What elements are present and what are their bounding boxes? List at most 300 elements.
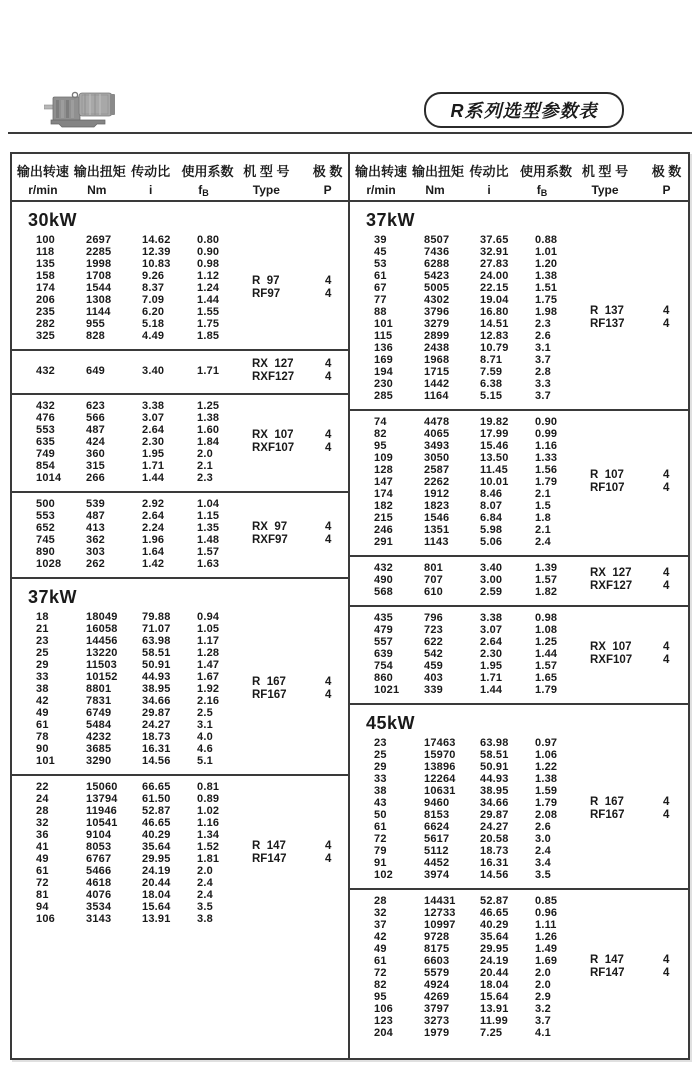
cell-ratio: 61.50 (142, 793, 171, 805)
cell-output-speed: 74 (374, 416, 387, 428)
cell-ratio: 38.95 (142, 683, 171, 695)
cell-service-factor: 1.55 (197, 306, 220, 318)
data-row (36, 889, 348, 901)
cell-ratio: 24.00 (480, 270, 509, 282)
poles-value: 4 (663, 318, 670, 330)
data-row (36, 805, 348, 817)
cell-service-factor: 1.79 (535, 797, 558, 809)
cell-service-factor: 2.5 (197, 707, 213, 719)
cell-service-factor: 1.25 (197, 400, 220, 412)
cell-output-speed: 1028 (36, 558, 62, 570)
cell-service-factor: 3.5 (197, 901, 213, 913)
section-body (350, 562, 688, 598)
data-row (36, 623, 348, 635)
cell-output-speed: 860 (374, 672, 393, 684)
cell-ratio: 27.83 (480, 258, 509, 270)
cell-service-factor: 1.84 (197, 436, 220, 448)
cell-ratio: 32.91 (480, 246, 509, 258)
cell-output-torque: 4618 (86, 877, 112, 889)
cell-ratio: 3.38 (480, 612, 503, 624)
cell-output-speed: 194 (374, 366, 393, 378)
cell-service-factor: 0.88 (535, 234, 558, 246)
type-label: RXF127 (590, 580, 633, 592)
cell-ratio: 44.93 (142, 671, 171, 683)
cell-output-torque: 3290 (86, 755, 112, 767)
cell-service-factor: 0.90 (535, 416, 558, 428)
cell-output-speed: 432 (36, 365, 55, 377)
cell-output-torque: 1912 (424, 488, 450, 500)
cell-ratio: 6.84 (480, 512, 503, 524)
cell-output-speed: 206 (36, 294, 55, 306)
type-poles-box (590, 469, 669, 495)
cell-output-torque: 610 (424, 586, 443, 598)
cell-output-torque: 14431 (424, 895, 456, 907)
data-row (36, 400, 348, 412)
data-row (374, 919, 688, 931)
data-row (374, 672, 688, 684)
type-label: RF97 (252, 288, 281, 300)
cell-output-torque: 623 (86, 400, 105, 412)
cell-ratio: 3.07 (480, 624, 503, 636)
cell-output-speed: 61 (374, 821, 387, 833)
cell-output-speed: 500 (36, 498, 55, 510)
header-col-type: 机 型 号 Type (243, 164, 290, 197)
data-row (374, 749, 688, 761)
rows-grid (36, 365, 252, 377)
header-col-speed: 输出转速 r/min (354, 164, 407, 197)
cell-ratio: 35.64 (480, 931, 509, 943)
cell-service-factor: 1.57 (535, 660, 558, 672)
cell-output-torque: 413 (86, 522, 105, 534)
cell-ratio: 50.91 (480, 761, 509, 773)
header-col-speed: 输出转速 r/min (16, 164, 69, 197)
cell-output-torque: 459 (424, 660, 443, 672)
data-row (36, 258, 348, 270)
cell-output-torque: 4076 (86, 889, 112, 901)
cell-service-factor: 1.67 (197, 671, 220, 683)
cell-service-factor: 1.98 (535, 306, 558, 318)
cell-service-factor: 0.85 (535, 895, 558, 907)
data-row (36, 412, 348, 424)
cell-ratio: 6.20 (142, 306, 165, 318)
data-row (374, 857, 688, 869)
section-body (12, 498, 348, 570)
cell-service-factor: 1.56 (535, 464, 558, 476)
cell-output-torque: 8507 (424, 234, 450, 246)
cell-output-speed: 745 (36, 534, 55, 546)
cell-output-speed: 38 (36, 683, 49, 695)
data-row (36, 306, 348, 318)
cell-ratio: 8.46 (480, 488, 503, 500)
cell-output-torque: 2262 (424, 476, 450, 488)
cell-service-factor: 2.3 (197, 472, 213, 484)
cell-service-factor: 2.16 (197, 695, 220, 707)
cell-output-speed: 49 (36, 853, 49, 865)
cell-service-factor: 1.12 (197, 270, 220, 282)
cell-service-factor: 1.82 (535, 586, 558, 598)
cell-output-speed: 109 (374, 452, 393, 464)
cell-output-torque: 487 (86, 510, 105, 522)
cell-ratio: 13.91 (480, 1003, 509, 1015)
cell-output-torque: 262 (86, 558, 105, 570)
cell-service-factor: 1.48 (197, 534, 220, 546)
data-row (374, 416, 688, 428)
poles-value: 4 (325, 689, 332, 701)
cell-service-factor: 1.52 (197, 841, 220, 853)
type-label: RF167 (252, 689, 287, 701)
cell-output-torque: 5617 (424, 833, 450, 845)
cell-service-factor: 2.4 (535, 536, 551, 548)
page-title: R系列选型参数表 (450, 101, 598, 121)
cell-output-torque: 6624 (424, 821, 450, 833)
cell-ratio: 29.95 (142, 853, 171, 865)
data-row (36, 460, 348, 472)
cell-output-speed: 118 (36, 246, 55, 258)
cell-output-torque: 3796 (424, 306, 450, 318)
type-label: R 137 (590, 305, 624, 317)
data-row (374, 684, 688, 696)
cell-output-speed: 557 (374, 636, 393, 648)
cell-output-speed: 174 (374, 488, 393, 500)
cell-output-speed: 568 (374, 586, 393, 598)
type-poles-box (590, 305, 669, 331)
type-poles-box (252, 521, 331, 547)
type-poles-box (590, 954, 669, 980)
cell-output-torque: 487 (86, 424, 105, 436)
cell-ratio: 1.44 (480, 684, 503, 696)
cell-service-factor: 1.22 (535, 761, 558, 773)
cell-ratio: 19.04 (480, 294, 509, 306)
cell-output-speed: 29 (36, 659, 49, 671)
cell-service-factor: 1.65 (535, 672, 558, 684)
data-row (374, 991, 688, 1003)
cell-output-torque: 362 (86, 534, 105, 546)
cell-ratio: 1.71 (480, 672, 503, 684)
cell-ratio: 2.64 (142, 424, 165, 436)
cell-ratio: 37.65 (480, 234, 509, 246)
cell-output-speed: 479 (374, 624, 393, 636)
cell-service-factor: 1.81 (197, 853, 220, 865)
cell-ratio: 12.39 (142, 246, 171, 258)
cell-ratio: 7.09 (142, 294, 165, 306)
cell-output-torque: 1164 (424, 390, 449, 402)
data-row (374, 440, 688, 452)
cell-service-factor: 1.17 (197, 635, 220, 647)
cell-ratio: 22.15 (480, 282, 509, 294)
cell-service-factor: 1.60 (197, 424, 220, 436)
cell-output-torque: 4924 (424, 979, 450, 991)
cell-ratio: 20.44 (480, 967, 509, 979)
cell-service-factor: 4.6 (197, 743, 213, 755)
poles-value: 4 (325, 358, 332, 370)
cell-output-torque: 723 (424, 624, 443, 636)
cell-output-speed: 39 (374, 234, 387, 246)
cell-service-factor: 1.57 (197, 546, 220, 558)
cell-service-factor: 1.5 (535, 500, 551, 512)
cell-output-speed: 325 (36, 330, 55, 342)
data-row (36, 755, 348, 767)
cell-output-speed: 1021 (374, 684, 400, 696)
cell-service-factor: 2.6 (535, 330, 551, 342)
cell-output-speed: 23 (36, 635, 49, 647)
data-row (36, 246, 348, 258)
cell-ratio: 58.51 (142, 647, 171, 659)
cell-output-torque: 403 (424, 672, 443, 684)
data-row (374, 895, 688, 907)
cell-output-torque: 1144 (86, 306, 111, 318)
cell-ratio: 40.29 (480, 919, 509, 931)
data-row (36, 865, 348, 877)
data-row (374, 773, 688, 785)
cell-output-torque: 9104 (86, 829, 112, 841)
cell-ratio: 66.65 (142, 781, 171, 793)
cell-ratio: 24.27 (480, 821, 509, 833)
cell-output-torque: 4452 (424, 857, 450, 869)
cell-output-torque: 5579 (424, 967, 450, 979)
cell-output-torque: 542 (424, 648, 443, 660)
cell-output-torque: 3493 (424, 440, 450, 452)
cell-ratio: 2.92 (142, 498, 165, 510)
section-body (350, 416, 688, 548)
cell-output-speed: 135 (36, 258, 55, 270)
cell-ratio: 5.06 (480, 536, 503, 548)
cell-output-torque: 6767 (86, 853, 112, 865)
section-body (12, 781, 348, 925)
data-row (374, 931, 688, 943)
data-row (36, 707, 348, 719)
data-row (374, 378, 688, 390)
cell-service-factor: 1.08 (535, 624, 558, 636)
cell-ratio: 10.79 (480, 342, 509, 354)
cell-ratio: 3.38 (142, 400, 165, 412)
cell-output-torque: 1708 (86, 270, 112, 282)
data-row (36, 365, 252, 377)
data-row (374, 282, 688, 294)
cell-service-factor: 0.94 (197, 611, 220, 623)
data-row (374, 270, 688, 282)
cell-service-factor: 2.0 (535, 979, 551, 991)
cell-output-torque: 4478 (424, 416, 450, 428)
poles-value: 4 (663, 641, 670, 653)
cell-output-speed: 36 (36, 829, 49, 841)
poles-value: 4 (325, 275, 332, 287)
cell-ratio: 15.46 (480, 440, 509, 452)
type-label: RF167 (590, 809, 625, 821)
cell-service-factor: 2.9 (535, 991, 551, 1003)
cell-service-factor: 1.92 (197, 683, 220, 695)
data-row (374, 452, 688, 464)
cell-output-speed: 90 (36, 743, 49, 755)
cell-output-torque: 4302 (424, 294, 450, 306)
cell-ratio: 3.00 (480, 574, 503, 586)
cell-ratio: 11.45 (480, 464, 508, 476)
data-row (36, 659, 348, 671)
data-row (36, 318, 348, 330)
cell-service-factor: 3.4 (535, 857, 551, 869)
cell-output-speed: 61 (374, 270, 387, 282)
cell-output-torque: 828 (86, 330, 105, 342)
cell-ratio: 1.42 (142, 558, 165, 570)
cell-output-speed: 106 (374, 1003, 393, 1015)
cell-output-torque: 1351 (424, 524, 450, 536)
power-section-block (12, 776, 348, 1058)
cell-output-speed: 28 (374, 895, 387, 907)
poles-value: 4 (325, 521, 332, 533)
cell-ratio: 2.64 (480, 636, 503, 648)
cell-ratio: 3.40 (480, 562, 503, 574)
cell-ratio: 1.64 (142, 546, 165, 558)
data-row (374, 1027, 688, 1039)
cell-output-speed: 25 (374, 749, 387, 761)
data-row (374, 246, 688, 258)
poles-value: 4 (663, 482, 670, 494)
cell-output-speed: 77 (374, 294, 387, 306)
column-left (12, 202, 350, 1058)
cell-output-speed: 890 (36, 546, 55, 558)
data-row (374, 234, 688, 246)
cell-service-factor: 3.7 (535, 354, 551, 366)
cell-output-torque: 2438 (424, 342, 450, 354)
cell-output-torque: 2587 (424, 464, 450, 476)
header-col-poles: 极 数 P (651, 164, 682, 197)
cell-output-torque: 339 (424, 684, 443, 696)
cell-service-factor: 3.8 (197, 913, 213, 925)
type-poles-box (252, 358, 331, 384)
cell-ratio: 2.30 (142, 436, 165, 448)
cell-output-torque: 3050 (424, 452, 450, 464)
cell-output-torque: 8153 (424, 809, 450, 821)
cell-output-torque: 801 (424, 562, 443, 574)
cell-output-speed: 18 (36, 611, 49, 623)
cell-ratio: 3.40 (142, 365, 165, 377)
cell-ratio: 34.66 (480, 797, 509, 809)
cell-service-factor: 1.38 (535, 270, 558, 282)
cell-service-factor: 1.44 (535, 648, 558, 660)
table-body (12, 202, 688, 1058)
cell-ratio: 2.64 (142, 510, 165, 522)
data-row (36, 498, 348, 510)
cell-ratio: 7.59 (480, 366, 503, 378)
cell-output-speed: 115 (374, 330, 393, 342)
gearmotor-photo (44, 84, 124, 130)
header-col-ratio: 传动比 i (131, 164, 171, 197)
cell-output-torque: 1308 (86, 294, 112, 306)
cell-ratio: 2.30 (480, 648, 503, 660)
cell-output-speed: 102 (374, 869, 393, 881)
power-rating-label: 30kW (28, 210, 78, 230)
cell-output-speed: 749 (36, 448, 55, 460)
poles-value: 4 (325, 853, 332, 865)
type-label: R 167 (252, 676, 286, 688)
power-section-block (12, 493, 348, 579)
cell-output-torque: 424 (86, 436, 105, 448)
cell-service-factor: 1.33 (535, 452, 558, 464)
cell-service-factor: 1.38 (197, 412, 220, 424)
poles-value: 4 (663, 967, 670, 979)
cell-service-factor: 5.1 (197, 755, 213, 767)
cell-output-torque: 1979 (424, 1027, 450, 1039)
type-label: RX 127 (590, 567, 632, 579)
cell-output-speed: 639 (374, 648, 393, 660)
data-row (374, 390, 688, 402)
cell-output-speed: 95 (374, 991, 387, 1003)
cell-output-torque: 13220 (86, 647, 118, 659)
header-col-torque: 输出扭矩 Nm (73, 164, 126, 197)
cell-ratio: 9.26 (142, 270, 165, 282)
cell-output-torque: 10541 (86, 817, 118, 829)
poles-value: 4 (663, 809, 670, 821)
poles-value: 4 (325, 840, 332, 852)
cell-output-torque: 360 (86, 448, 105, 460)
data-row (374, 366, 688, 378)
cell-output-speed: 128 (374, 464, 393, 476)
cell-output-speed: 78 (36, 731, 49, 743)
cell-ratio: 16.80 (480, 306, 509, 318)
cell-service-factor: 1.71 (197, 365, 220, 377)
cell-ratio: 1.44 (142, 472, 165, 484)
cell-service-factor: 4.0 (197, 731, 213, 743)
cell-output-torque: 2697 (86, 234, 112, 246)
cell-output-speed: 22 (36, 781, 49, 793)
cell-ratio: 46.65 (480, 907, 509, 919)
cell-service-factor: 1.85 (197, 330, 220, 342)
cell-output-speed: 33 (374, 773, 387, 785)
cell-ratio: 8.71 (480, 354, 503, 366)
cell-service-factor: 2.0 (197, 865, 213, 877)
cell-output-torque: 1823 (424, 500, 450, 512)
cell-output-speed: 230 (374, 378, 393, 390)
type-poles-box (590, 796, 669, 822)
poles-value: 4 (325, 288, 332, 300)
cell-service-factor: 1.69 (535, 955, 558, 967)
cell-ratio: 63.98 (142, 635, 171, 647)
power-section-block (12, 579, 348, 776)
cell-ratio: 63.98 (480, 737, 509, 749)
cell-output-torque: 2285 (86, 246, 112, 258)
cell-output-speed: 38 (374, 785, 387, 797)
cell-ratio: 5.15 (480, 390, 503, 402)
cell-service-factor: 0.99 (535, 428, 558, 440)
cell-output-torque: 5423 (424, 270, 450, 282)
cell-service-factor: 1.24 (197, 282, 220, 294)
cell-ratio: 12.83 (480, 330, 509, 342)
cell-output-speed: 174 (36, 282, 55, 294)
data-row (374, 524, 688, 536)
cell-ratio: 10.83 (142, 258, 171, 270)
cell-service-factor: 0.81 (197, 781, 220, 793)
cell-output-torque: 649 (86, 365, 105, 377)
cell-output-torque: 5484 (86, 719, 112, 731)
data-row (374, 979, 688, 991)
type-poles-box (252, 275, 331, 301)
cell-output-speed: 29 (374, 761, 387, 773)
cell-output-speed: 32 (36, 817, 49, 829)
cell-ratio: 52.87 (142, 805, 171, 817)
cell-output-torque: 7436 (424, 246, 450, 258)
data-row (36, 743, 348, 755)
power-rating-label: 37kW (28, 587, 78, 607)
cell-output-speed: 33 (36, 671, 49, 683)
cell-ratio: 19.82 (480, 416, 509, 428)
cell-ratio: 16.31 (480, 857, 509, 869)
cell-ratio: 5.98 (480, 524, 503, 536)
poles-value: 4 (325, 534, 332, 546)
cell-service-factor: 3.1 (197, 719, 213, 731)
cell-service-factor: 3.3 (535, 378, 551, 390)
cell-output-torque: 4232 (86, 731, 112, 743)
cell-output-speed: 95 (374, 440, 387, 452)
cell-service-factor: 1.20 (535, 258, 558, 270)
